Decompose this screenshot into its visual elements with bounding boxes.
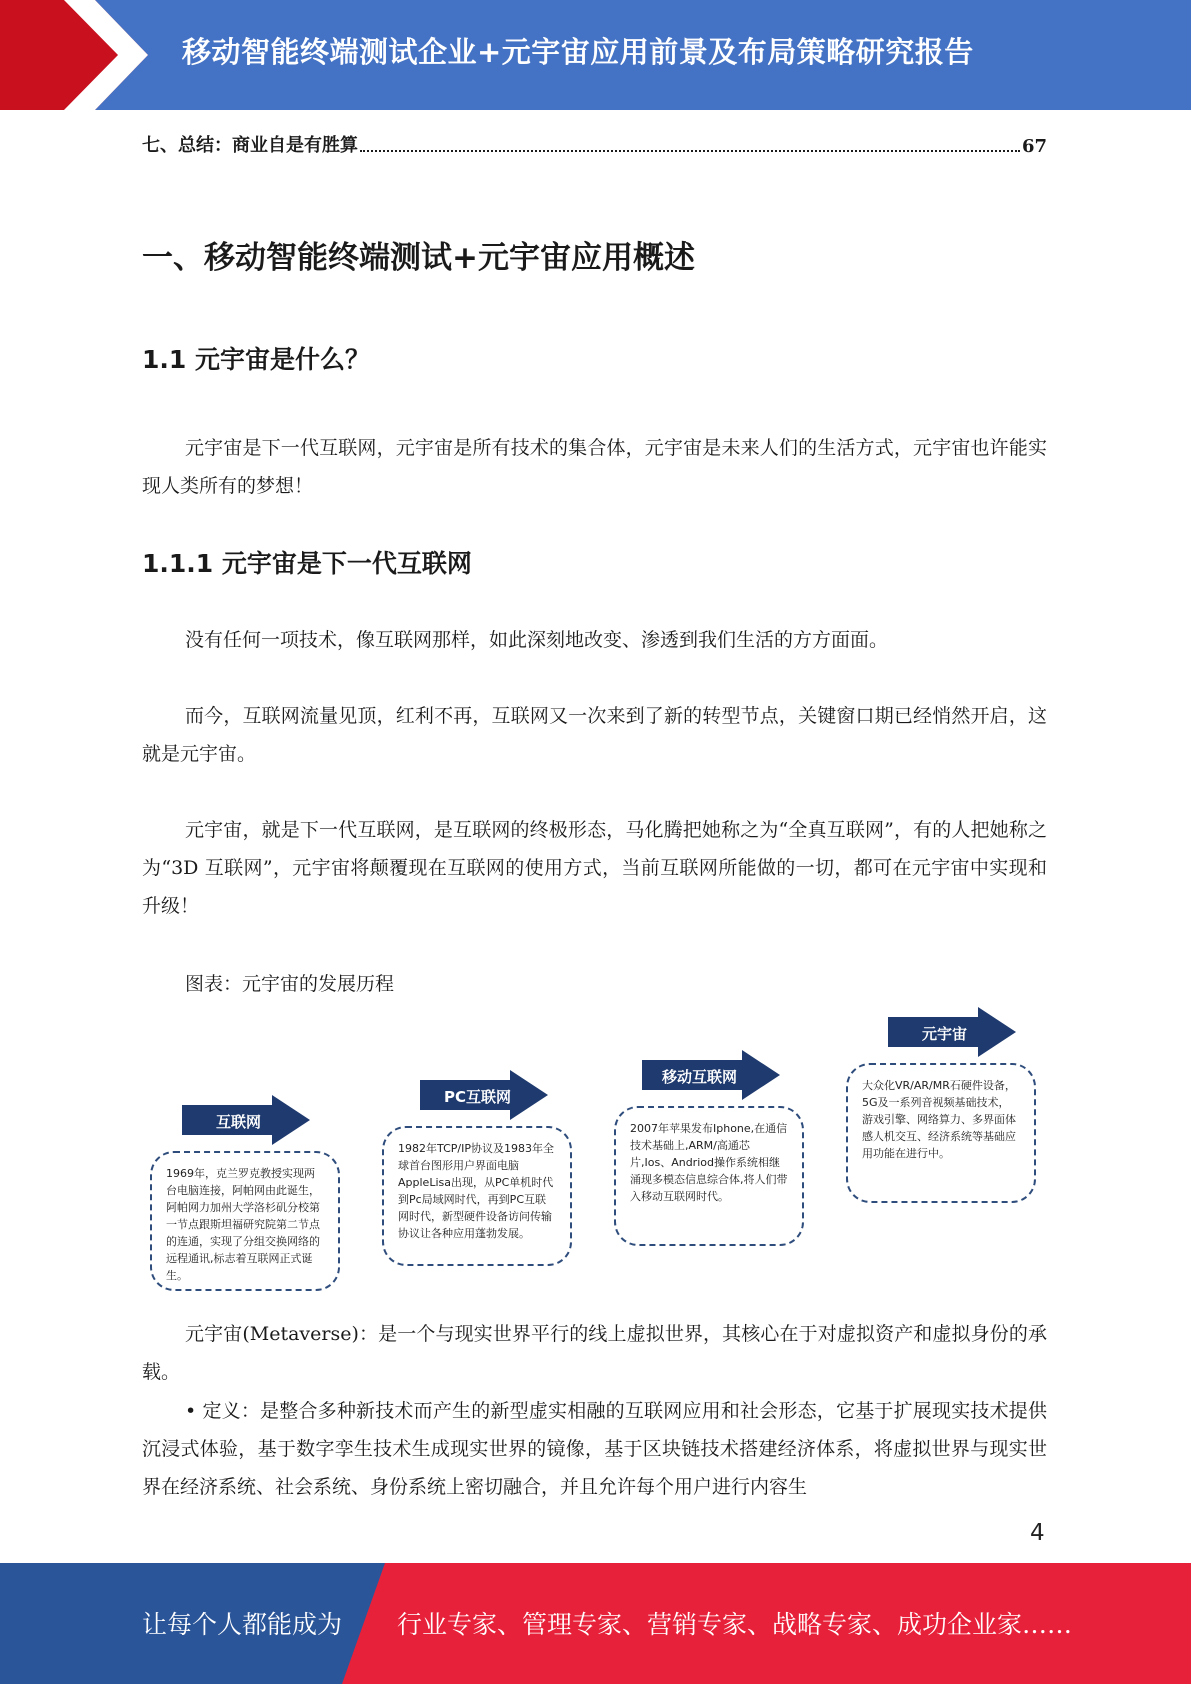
toc-entry[interactable] [142, 131, 1047, 157]
toc-entry-label: 七、总结：商业自是有胜算 [142, 135, 358, 156]
stage-description: 1969年，克兰罗克教授实现两台电脑连接，阿帕网由此诞生，阿帕网力加州大学洛杉矶分校第一节点跟斯坦福研究院第二节点的连通，实现了分组交换网络的远程通讯,标志着互联网正式诞生。 [150, 1151, 340, 1291]
footer-slogan-left: 让每个人都能成为 [142, 1610, 343, 1639]
header-title: 移动智能终端测试企业+元宇宙应用前景及布局策略研究报告 [182, 35, 974, 69]
subsubsection-heading: 1.1.1 元宇宙是下一代互联网 [142, 549, 472, 578]
paragraph-1: 没有任何一项技术，像互联网那样，如此深刻地改变、渗透到我们生活的方方面面。 [185, 629, 889, 651]
figure-caption: 图表：元宇宙的发展历程 [185, 973, 395, 995]
toc-entry-page: 67 [1021, 136, 1047, 157]
stage-label: PC互联网 [444, 1088, 512, 1106]
paragraph-3: 元宇宙，就是下一代互联网，是互联网的终极形态，马化腾把她称之为“全真互联网”，有的人把她称之为“3D 互联网”，元宇宙将颠覆现在互联网的使用方式，当前互联网所能做的一切，都可在元宇宙中实现和升级！ [142, 819, 1047, 917]
stage-label: 移动互联网 [662, 1068, 738, 1086]
paragraph-2: 而今，互联网流量见顶，红利不再，互联网又一次来到了新的转型节点，关键窗口期已经悄然开启，这就是元宇宙。 [142, 705, 1047, 765]
paragraph-4: 元宇宙(Metaverse)：是一个与现实世界平行的线上虚拟世界，其核心在于对虚拟资产和虚拟身份的承载。 [142, 1323, 1047, 1383]
intro-paragraph: 元宇宙是下一代互联网，元宇宙是所有技术的集合体，元宇宙是未来人们的生活方式，元宇宙也许能实现人类所有的梦想！ [142, 437, 1047, 497]
stage-description: 1982年TCP/IP协议及1983年全球首台图形用户界面电脑AppleLisa出现，从PC单机时代到Pc局域网时代，再到PC互联网时代，新型硬件设备访问传输协议让各种应用蓬勃发展。 [382, 1126, 572, 1266]
stage-arrow [420, 1070, 548, 1120]
toc-leader-dots [360, 150, 1020, 152]
stage-description: 2007年苹果发布Iphone,在通信技术基础上,ARM/高通芯片,Ios、Andriod操作系统相继涌现多模态信息综合体,将人们带入移动互联网时代。 [614, 1106, 804, 1246]
page-number: 4 [1030, 1520, 1045, 1546]
stage-arrow [182, 1095, 310, 1145]
stage-arrow [888, 1007, 1016, 1057]
stage-arrow [642, 1050, 780, 1100]
stage-description: 大众化VR/AR/MR石硬件设备，5G及一系列音视频基础技术，游戏引擎、网络算力、多界面体感人机交互、经济系统等基础应用功能在进行中。 [846, 1063, 1036, 1203]
stage-label: 元宇宙 [922, 1025, 968, 1043]
paragraph-5: • 定义：是整合多种新技术而产生的新型虚实相融的互联网应用和社会形态，它基于扩展现实技术提供沉浸式体验，基于数字孪生技术生成现实世界的镜像，基于区块链技术搭建经济体系，将虚拟世界与现实世界在经济系统、社会系统、身份系统上密切融合，并且允许每个用户进行内容生 [142, 1400, 1047, 1498]
header-banner [0, 0, 1191, 110]
subsection-heading: 1.1 元宇宙是什么？ [142, 345, 370, 374]
footer-banner [0, 1563, 1191, 1684]
stage-label: 互联网 [216, 1113, 262, 1131]
footer-slogan-right: 行业专家、管理专家、营销专家、战略专家、成功企业家…… [397, 1610, 1073, 1639]
section-heading: 一、移动智能终端测试+元宇宙应用概述 [142, 240, 695, 276]
